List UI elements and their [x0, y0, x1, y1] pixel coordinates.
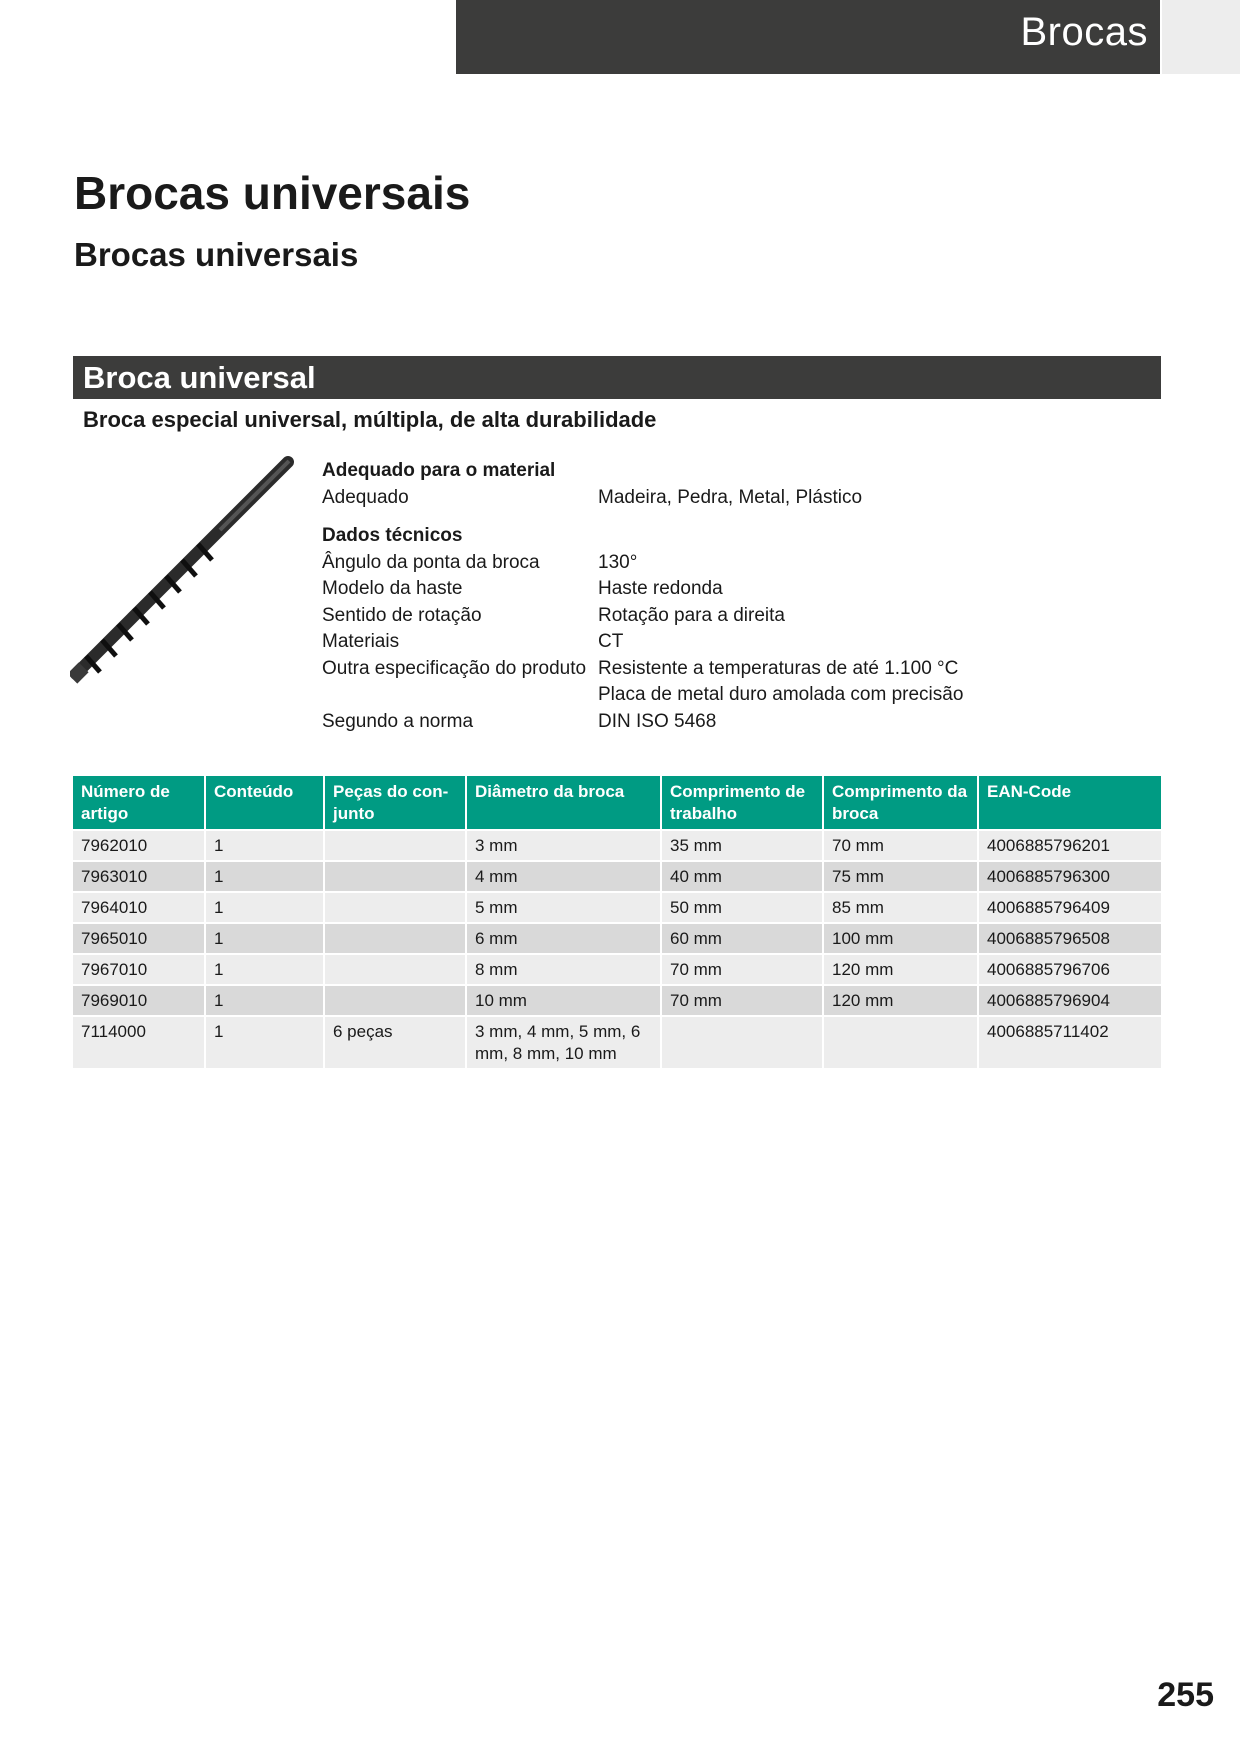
table-cell: 4006885796201 — [978, 830, 1161, 861]
table-cell: 3 mm, 4 mm, 5 mm, 6 mm, 8 mm, 10 mm — [466, 1016, 661, 1068]
page-subtitle: Brocas universais — [74, 236, 359, 273]
spec-label: Sentido de rotação — [322, 604, 482, 626]
table-cell: 1 — [205, 923, 324, 954]
table-row — [73, 954, 1161, 985]
table-cell — [823, 1016, 978, 1068]
table-cell: 8 mm — [466, 954, 661, 985]
table-cell — [324, 985, 466, 1016]
spec-value: DIN ISO 5468 — [598, 710, 717, 732]
spec-row — [322, 629, 1062, 656]
spec-label: Materiais — [322, 631, 400, 652]
table-cell: 4006885796508 — [978, 923, 1161, 954]
drill-bit-icon — [70, 452, 302, 684]
tech-data-heading: Dados técnicos — [322, 525, 463, 546]
technical-specs — [322, 458, 1062, 735]
spec-value: Madeira, Pedra, Metal, Plástico — [598, 486, 863, 508]
spec-label: Outra especificação do produto — [322, 657, 587, 679]
category-header-band — [456, 0, 1160, 74]
table-cell: 5 mm — [466, 892, 661, 923]
table-cell: 1 — [205, 1016, 324, 1068]
table-cell: 6 peças — [324, 1016, 466, 1068]
material-heading: Adequado para o material — [322, 460, 556, 481]
table-cell: 7114000 — [73, 1016, 205, 1068]
spec-value-line: Placa de metal duro amolada com precisão — [598, 684, 964, 705]
column-header: Comprimento de trabalho — [661, 776, 823, 830]
column-header: EAN-Code — [978, 776, 1161, 830]
table-cell — [661, 1016, 823, 1068]
table-cell: 7969010 — [73, 985, 205, 1016]
table-row — [73, 830, 1161, 861]
spec-row — [322, 576, 1062, 603]
table-row — [73, 985, 1161, 1016]
table-cell: 120 mm — [823, 954, 978, 985]
spec-label: Adequado — [322, 486, 409, 508]
table-cell: 7963010 — [73, 861, 205, 892]
table-cell — [324, 892, 466, 923]
spec-value: 130° — [598, 551, 638, 573]
table-cell: 120 mm — [823, 985, 978, 1016]
spec-row — [322, 656, 1062, 709]
spec-label: Modelo da haste — [322, 578, 463, 599]
table-cell: 10 mm — [466, 985, 661, 1016]
table-cell — [324, 861, 466, 892]
spec-row — [322, 485, 1062, 512]
table-cell: 4006885796706 — [978, 954, 1161, 985]
table-cell: 4006885711402 — [978, 1016, 1161, 1068]
table-cell: 35 mm — [661, 830, 823, 861]
table-cell: 4006885796300 — [978, 861, 1161, 892]
category-tab — [1162, 0, 1240, 74]
table-cell: 1 — [205, 985, 324, 1016]
table-cell: 70 mm — [823, 830, 978, 861]
spec-row — [322, 550, 1062, 577]
table-row — [73, 892, 1161, 923]
table-cell: 1 — [205, 954, 324, 985]
column-header: Número de artigo — [73, 776, 205, 830]
category-title: Brocas — [1020, 10, 1148, 54]
column-header: Conteúdo — [205, 776, 324, 830]
page-number: 255 — [1157, 1676, 1214, 1714]
table-cell: 1 — [205, 861, 324, 892]
table-cell: 7964010 — [73, 892, 205, 923]
spec-value-line: Resistente a temperaturas de até 1.100 °C — [598, 657, 959, 679]
spec-row — [322, 709, 1062, 736]
product-table — [73, 776, 1161, 1068]
section-header-bar — [73, 356, 1161, 399]
spec-value — [598, 656, 1062, 709]
table-cell — [324, 830, 466, 861]
table-row — [73, 923, 1161, 954]
table-cell: 70 mm — [661, 985, 823, 1016]
table-cell — [324, 954, 466, 985]
table-cell: 7967010 — [73, 954, 205, 985]
table-cell: 4006885796409 — [978, 892, 1161, 923]
section-title: Broca universal — [83, 360, 316, 395]
table-cell: 1 — [205, 892, 324, 923]
spec-label: Segundo a norma — [322, 710, 474, 732]
spec-row — [322, 603, 1062, 630]
table-cell: 75 mm — [823, 861, 978, 892]
table-cell: 6 mm — [466, 923, 661, 954]
table-cell: 3 mm — [466, 830, 661, 861]
column-header: Diâmetro da broca — [466, 776, 661, 830]
table-row — [73, 861, 1161, 892]
table-cell: 7965010 — [73, 923, 205, 954]
page-title: Brocas universais — [74, 167, 471, 219]
table-row — [73, 1016, 1161, 1068]
spec-label: Ângulo da ponta da broca — [322, 551, 540, 573]
table-cell: 40 mm — [661, 861, 823, 892]
column-header: Comprimento da broca — [823, 776, 978, 830]
table-cell: 1 — [205, 830, 324, 861]
column-header: Peças do con-junto — [324, 776, 466, 830]
table-cell: 100 mm — [823, 923, 978, 954]
table-cell: 7962010 — [73, 830, 205, 861]
spec-value: Haste redonda — [598, 578, 723, 599]
table-cell: 85 mm — [823, 892, 978, 923]
table-cell: 50 mm — [661, 892, 823, 923]
table-cell: 4006885796904 — [978, 985, 1161, 1016]
section-description: Broca especial universal, múltipla, de alta durabilidade — [83, 407, 657, 432]
table-cell: 4 mm — [466, 861, 661, 892]
table-header-row — [73, 776, 1161, 830]
spec-value: Rotação para a direita — [598, 604, 785, 626]
table-cell: 60 mm — [661, 923, 823, 954]
spec-value: CT — [598, 631, 624, 652]
table-cell — [324, 923, 466, 954]
table-cell: 70 mm — [661, 954, 823, 985]
